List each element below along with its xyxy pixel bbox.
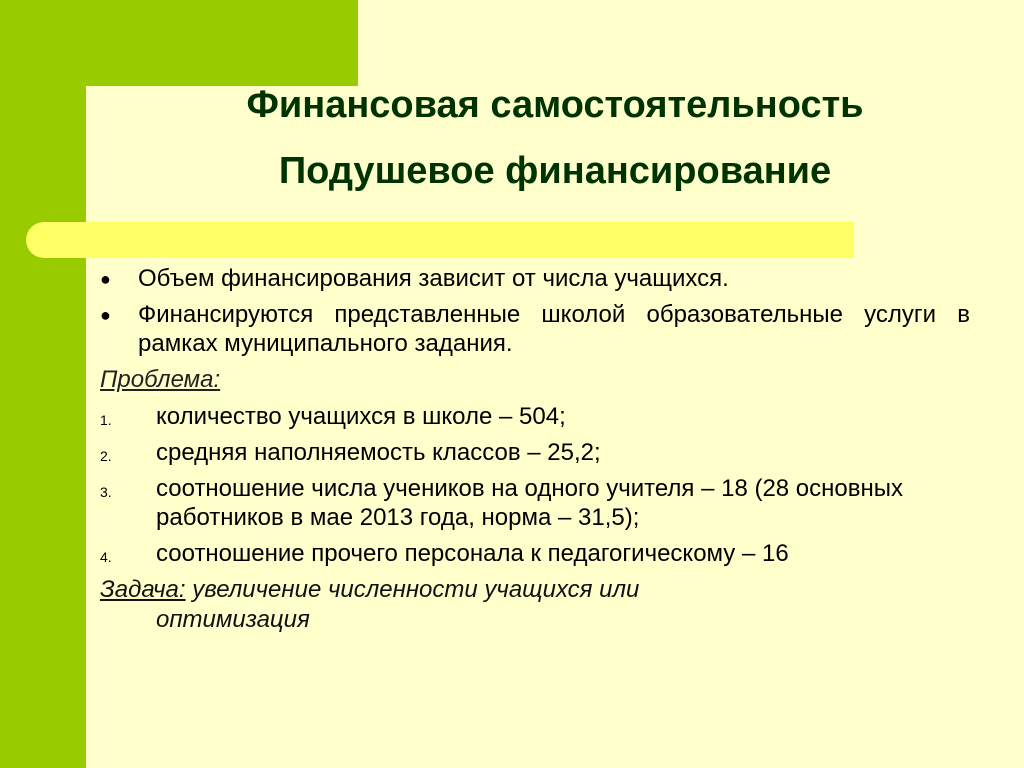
left-green-bar [0, 0, 86, 768]
bullet-item [100, 264, 970, 293]
item-text: количество учащихся в школе – 504; [156, 403, 566, 430]
task-text-continued: оптимизация [156, 606, 310, 633]
numbered-item [100, 402, 970, 431]
item-text: соотношение прочего персонала к педагогическому – 16 [156, 540, 789, 567]
bullet-text: Объем финансирования зависит от числа учащихся. [138, 265, 729, 292]
item-text: соотношение числа учеников на одного учителя – 18 (28 основных работников в мае 2013 года, норма – 31,5); [156, 475, 904, 531]
item-number: 1. [100, 412, 112, 428]
problem-label: Проблема: [100, 366, 221, 393]
item-number: 3. [100, 484, 112, 500]
bullet-text: Финансируются представленные школой образовательные услуги в рамках муниципального задания. [138, 301, 970, 357]
slide-title: Финансовая самостоятельность [246, 84, 864, 126]
bullet-item [100, 300, 970, 358]
task-label: Задача: [100, 576, 186, 603]
item-number: 4. [100, 549, 112, 565]
slide-subtitle: Подушевое финансирование [278, 150, 832, 192]
item-text: средняя наполняемость классов – 25,2; [156, 439, 601, 466]
task-block [100, 575, 970, 635]
task-text: увеличение численности учащихся или [192, 576, 640, 603]
decorative-stripe [26, 222, 854, 258]
numbered-item [100, 539, 970, 568]
slide-content [100, 264, 970, 635]
numbered-item [100, 438, 970, 467]
item-number: 2. [100, 448, 112, 464]
numbered-item [100, 474, 970, 532]
top-green-block [0, 0, 358, 86]
bullet-icon: ● [100, 305, 111, 325]
bullet-icon: ● [100, 269, 111, 289]
